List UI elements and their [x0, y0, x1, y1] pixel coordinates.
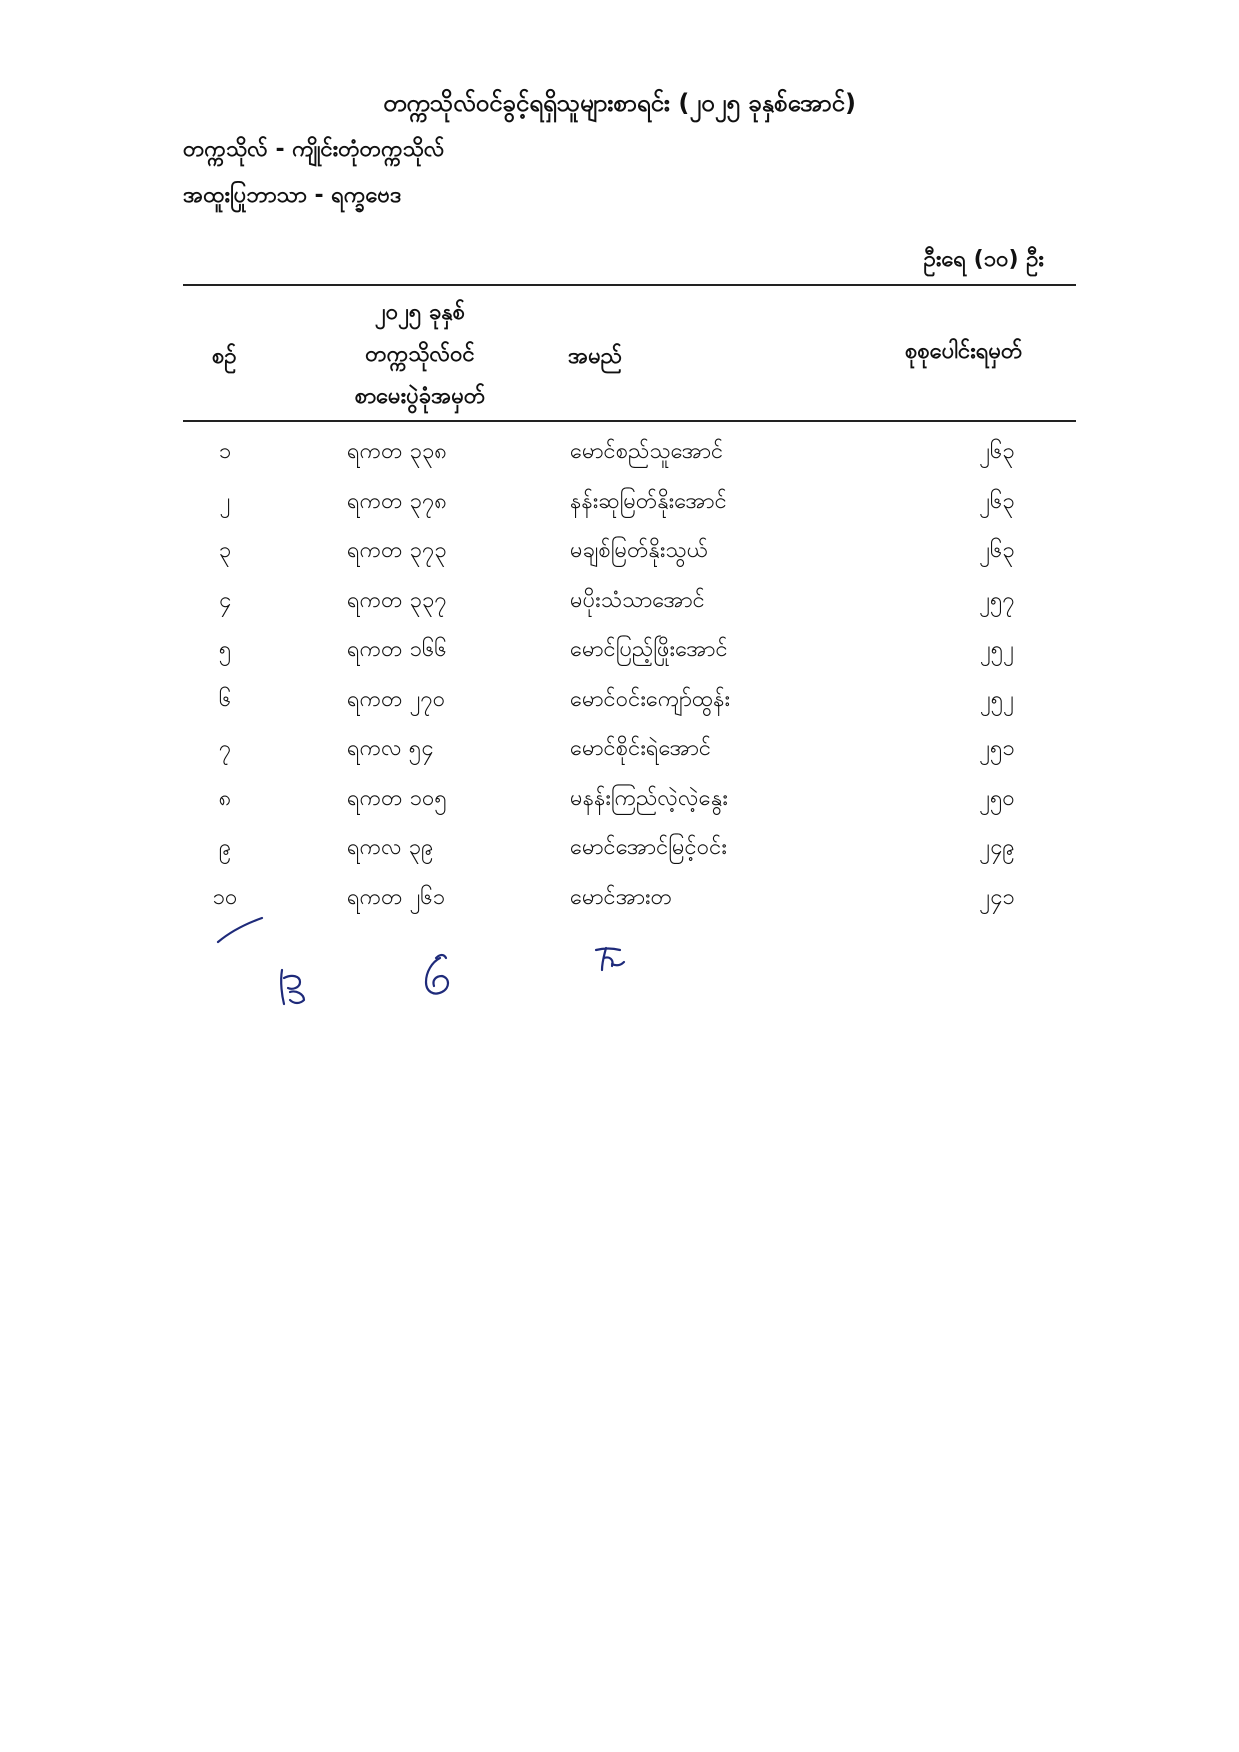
header-total-marks: စုစုပေါင်းရမှတ်: [905, 339, 1023, 364]
cell-serial: ၁: [218, 439, 232, 464]
cell-roll: ရကတ ၃၇၈: [347, 488, 447, 514]
table-row: [183, 428, 1076, 478]
table-header-rule: [183, 420, 1076, 422]
cell-roll: ရကတ ၁၀၅: [347, 785, 447, 811]
cell-serial: ၂: [219, 488, 231, 514]
cell-roll: ရကလ ၃၉: [347, 835, 434, 860]
header-serial: စဉ်: [212, 344, 237, 369]
document-title: တက္ကသိုလ်ဝင်ခွင့်ရရှိသူများစာရင်း (၂၀၂၅ ခုနှစ်အောင်): [383, 89, 856, 117]
signature-stroke-4: [596, 948, 624, 970]
cell-roll: ရကတ ၃၃၈: [347, 439, 447, 464]
cell-roll: ရကတ ၂၆၁: [347, 884, 446, 910]
cell-roll: ရကတ ၃၇၃: [347, 538, 447, 563]
cell-total: ၂၅၂: [980, 637, 1014, 662]
cell-total: ၂၄၉: [979, 835, 1015, 860]
university-line: တက္ကသိုလ် - ကျိုင်းတုံတက္ကသိုလ်: [183, 137, 445, 162]
cell-roll: ရကလ ၅၄: [347, 736, 434, 761]
signature-stroke-2: [281, 970, 304, 1004]
table-row: [183, 478, 1076, 528]
cell-total: ၂၆၃: [979, 538, 1015, 563]
cell-name: မနန်းကြည်လဲ့လဲ့နွေး: [570, 785, 728, 811]
cell-serial: ၈: [218, 785, 232, 811]
cell-name: မောင်ဝင်းကျော်ထွန်း: [570, 686, 731, 712]
cell-total: ၂၅၇: [979, 587, 1015, 613]
cell-name: မောင်စိုင်းရဲအောင်: [570, 736, 712, 761]
cell-roll: ရကတ ၂၇၀: [347, 686, 446, 712]
header-roll-number: [330, 292, 510, 418]
handwritten-signatures: [200, 900, 660, 1020]
header-roll-line1: ၂၀၂၅ ခုနှစ်: [374, 300, 466, 325]
table-top-rule: [183, 284, 1076, 286]
cell-total: ၂၅၀: [979, 785, 1015, 811]
header-roll-line2: တက္ကသိုလ်ဝင်: [365, 342, 475, 367]
cell-name: မောင်အားတ: [570, 884, 673, 910]
cell-roll: ရကတ ၁၆၆: [347, 637, 447, 662]
table-row: [183, 676, 1076, 726]
subject-line: အထူးပြုဘာသာ - ရက္ခဗေဒ: [183, 183, 402, 208]
cell-serial: ၃: [218, 538, 232, 563]
table-row: [183, 725, 1076, 775]
cell-serial: ၇: [218, 736, 232, 761]
cell-total: ၂၅၁: [979, 736, 1015, 761]
cell-name: မောင်ပြည့်ဖြိုးအောင်: [570, 637, 728, 662]
signature-stroke-1: [218, 918, 262, 942]
cell-name: မောင်စည်သူအောင်: [570, 439, 724, 464]
table-row: [183, 577, 1076, 627]
student-count: ဦးရေ (၁၀) ဦး: [923, 247, 1044, 272]
cell-serial: ၉: [218, 835, 232, 860]
header-name: အမည်: [568, 344, 623, 369]
cell-total: ၂၆၃: [979, 439, 1015, 464]
table-row: [183, 824, 1076, 874]
table-body: [183, 428, 1076, 923]
cell-total: ၂၆၃: [979, 488, 1015, 514]
cell-serial: ၅: [218, 637, 232, 662]
cell-total: ၂၄၁: [979, 884, 1015, 910]
cell-name: မချစ်မြတ်နိုးသွယ်: [570, 538, 709, 563]
cell-total: ၂၅၂: [980, 686, 1014, 712]
cell-name: မောင်အောင်မြင့်ဝင်း: [570, 835, 727, 860]
cell-serial: ၄: [218, 587, 232, 613]
cell-serial: ၁၀: [212, 884, 238, 910]
cell-name: နန်းဆုမြတ်နိုးအောင်: [570, 488, 727, 514]
table-row: [183, 626, 1076, 676]
cell-roll: ရကတ ၃၃၇: [347, 587, 447, 613]
table-row: [183, 527, 1076, 577]
cell-name: မပိုးသံသာအောင်: [570, 587, 705, 613]
header-roll-line3: စာမေးပွဲခုံအမှတ်: [354, 384, 486, 409]
table-row: [183, 775, 1076, 825]
signature-stroke-3: [426, 955, 448, 994]
cell-serial: ၆: [218, 686, 232, 712]
